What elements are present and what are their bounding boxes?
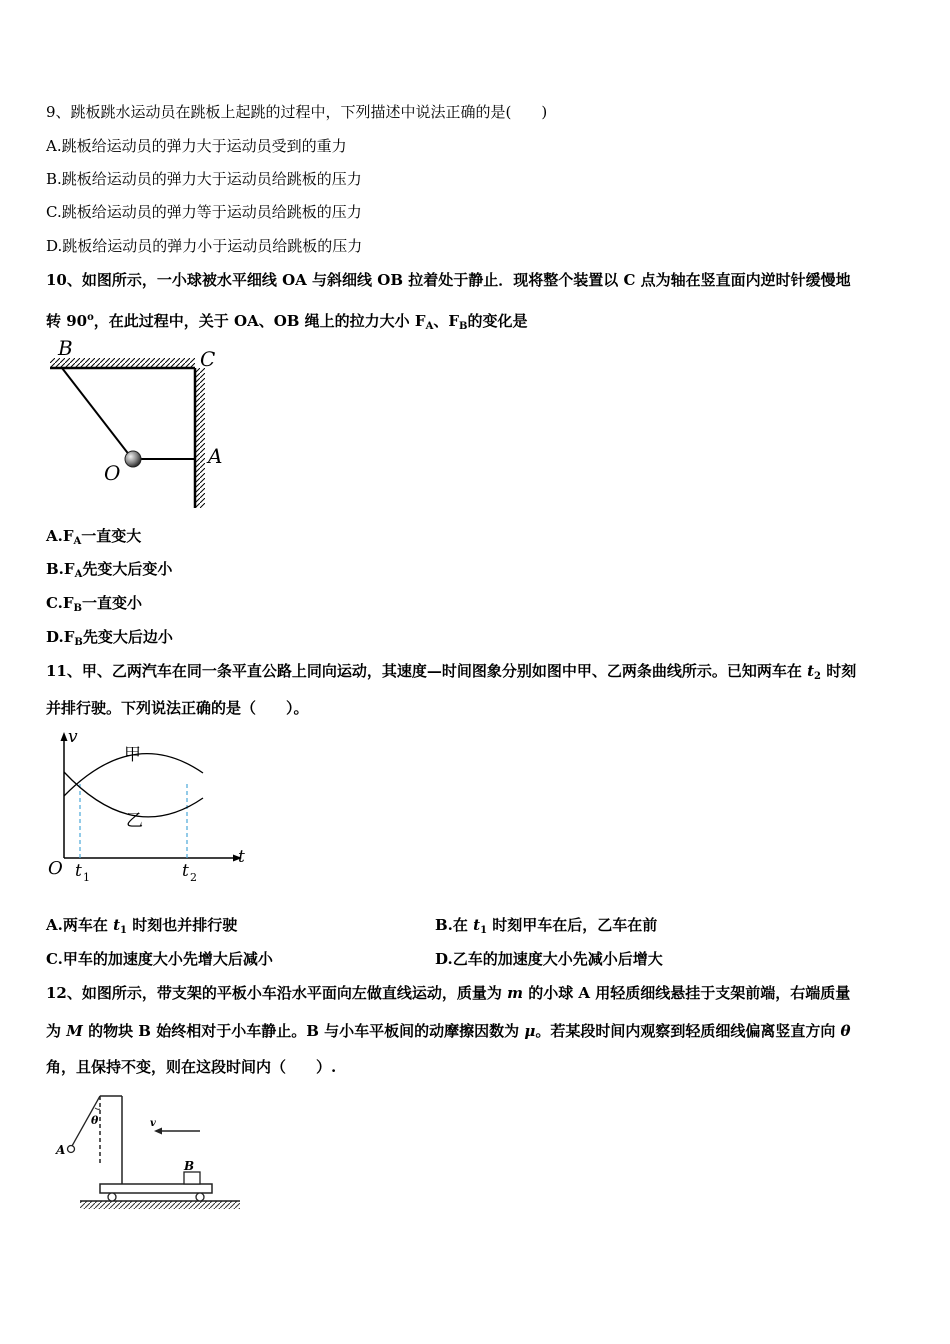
ball: [125, 451, 141, 467]
q11-option-d: D.乙车的加速度大小先减小后增大: [435, 950, 663, 968]
label-o: O: [104, 461, 121, 485]
label-b-block: B: [184, 1159, 195, 1173]
q11-option-b: B.在 $t_1$ 时刻甲车在后，乙车在前: [435, 916, 658, 936]
q9-option-a: A.跳板给运动员的弹力大于运动员受到的重力: [46, 137, 347, 155]
q9-option-c: C.跳板给运动员的弹力等于运动员给跳板的压力: [46, 203, 362, 221]
label-b: B: [58, 338, 73, 360]
wheel-left: [108, 1193, 116, 1201]
ball-a: [68, 1146, 75, 1153]
q9-option-d: D.跳板给运动员的弹力小于运动员给跳板的压力: [46, 237, 363, 255]
cart-plate: [100, 1184, 212, 1193]
q9-stem: 9、跳板跳水运动员在跳板上起跳的过程中，下列描述中说法正确的是( ): [46, 103, 548, 121]
q11-option-a: A.两车在 $t_1$ 时刻也并排行驶: [46, 916, 238, 936]
label-theta: θ: [91, 1114, 99, 1127]
q11-option-c: C.甲车的加速度大小先增大后减小: [46, 950, 273, 968]
label-v: v: [68, 728, 78, 747]
label-yi: 乙: [126, 811, 143, 831]
q10-option-b: $B.F_A$先变大后变小: [46, 560, 173, 580]
label-t1: t: [75, 861, 82, 881]
q10-option-a: $A.F_A$一直变大: [46, 527, 142, 547]
q12-stem-line1: 12、如图所示，带支架的平板小车沿水平面向左做直线运动，质量为 m 的小球 A 用轻质细线悬挂于支架前端，右端质量: [46, 984, 851, 1002]
string-ob: [62, 368, 130, 456]
label-origin: O: [48, 858, 63, 879]
q10-figure: [40, 338, 230, 513]
q10-stem-line2: 转 90$^o$，在此过程中，关于 OA、OB 绳上的拉力大小 $F_A$、$F_B$的变化是: [46, 312, 528, 332]
label-t: t: [238, 847, 245, 867]
label-t1-sub: 1: [83, 871, 90, 884]
label-velocity: v: [150, 1118, 156, 1129]
q12-figure: [50, 1088, 245, 1220]
v-axis-arrow: [61, 732, 68, 741]
block-b: [184, 1172, 200, 1184]
q9-option-b: B.跳板给运动员的弹力大于运动员给跳板的压力: [46, 170, 362, 188]
q12-stem-line2: 为 M 的物块 B 始终相对于小车静止。B 与小车平板间的动摩擦因数为 μ。若某段时间内观察到轻质细线偏离竖直方向 θ: [46, 1022, 851, 1040]
q11-stem-line1: 11、甲、乙两汽车在同一条平直公路上同向运动，其速度—时间图象分别如图中甲、乙两条曲线所示。已知两车在 $t_2$ 时刻: [46, 662, 857, 682]
angle-arc: [95, 1108, 100, 1109]
label-jia: 甲: [124, 745, 141, 765]
wheel-right: [196, 1193, 204, 1201]
q10-option-c: $C.F_B$一直变小: [46, 594, 143, 614]
wall-hatch: [195, 368, 205, 508]
label-t2-sub: 2: [190, 871, 197, 884]
label-t2: t: [182, 861, 189, 881]
label-a: A: [208, 444, 223, 468]
q11-stem-line2: 并排行驶。下列说法正确的是（ ）。: [46, 699, 309, 717]
q10-option-d: $D.F_B$先变大后边小: [46, 628, 173, 648]
q11-figure: [40, 728, 255, 888]
label-c: C: [200, 347, 216, 371]
q10-stem-line1: 10、如图所示，一小球被水平细线 OA 与斜细线 OB 拉着处于静止．现将整个装置以 C 点为轴在竖直面内逆时针缓慢地: [46, 271, 851, 289]
ground-hatch: [80, 1201, 240, 1209]
q12-stem-line3: 角，且保持不变，则在这段时间内（ ）.: [46, 1058, 337, 1076]
label-a-ball: A: [56, 1143, 66, 1157]
